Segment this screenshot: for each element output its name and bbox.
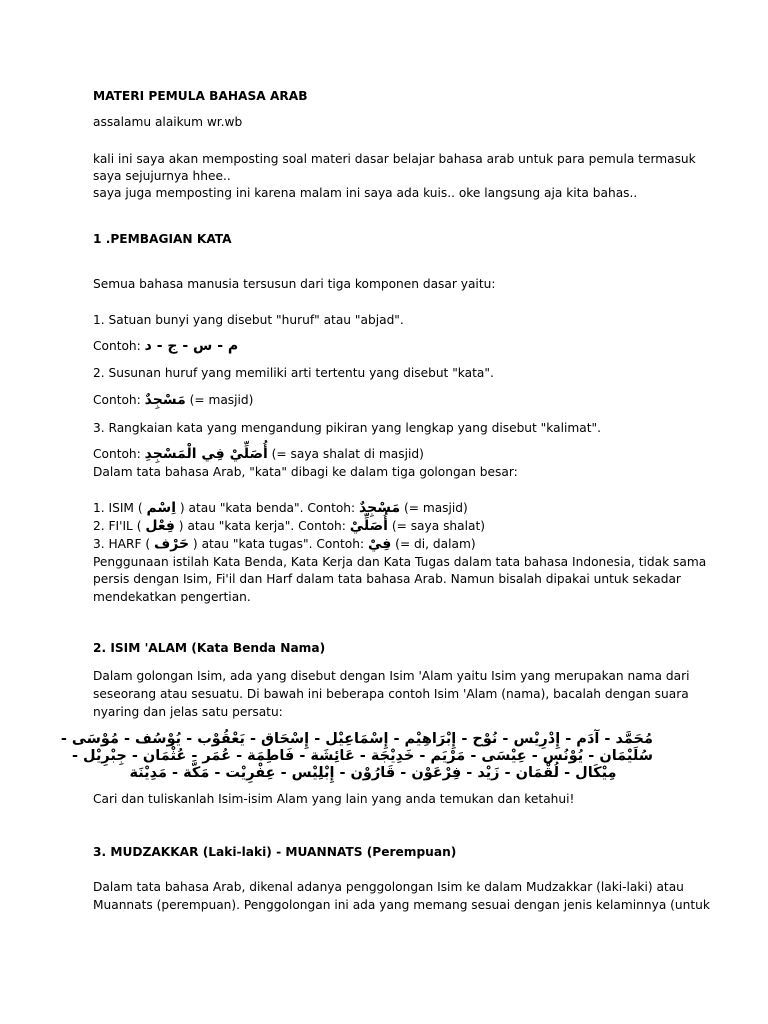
- group-text: 1. ISIM (: [93, 501, 147, 515]
- group-text: 2. FI'IL (: [93, 519, 146, 533]
- group-fiil: [93, 518, 485, 535]
- arabic-letters: م - س - ج - د: [144, 338, 239, 354]
- example-label: Contoh:: [93, 447, 145, 461]
- arabic-names-line: مُحَمَّد - آدَم - إِدْرِيْس - نُوْح - إِبْرَاهِيْم - إِسْمَاعِيْل - إِسْحَاق - يَعْقُوْب - يُوْسُف - مُوْسَى -: [60, 731, 653, 747]
- intro-line: kali ini saya akan memposting soal materi dasar belajar bahasa arab untuk para pemula termasuk: [93, 152, 696, 166]
- example-kata: [93, 392, 253, 409]
- arabic-word: مَسْجِدٌ: [144, 392, 186, 408]
- arabic-names-line: سُلَيْمَان - يُوْنُس - عِيْسَى - مَرْيَم - خَدِيْجَة - عَائِشَة - فَاطِمَة - عُمَر - عُثْمَان - جِبْرِيْل -: [71, 748, 653, 764]
- item-kata: 2. Susunan huruf yang memiliki arti tertentu yang disebut "kata".: [93, 366, 494, 380]
- group-text: ) atau "kata kerja". Contoh:: [174, 519, 350, 533]
- arabic-term: فِعْل: [145, 518, 175, 534]
- group-text: ) atau "kata tugas". Contoh:: [189, 537, 368, 551]
- group-text: 3. HARF (: [93, 537, 154, 551]
- group-text: (= saya shalat): [387, 519, 486, 533]
- group-text: (= di, dalam): [391, 537, 476, 551]
- note-line: mendekatkan pengertian.: [93, 590, 251, 604]
- section3-paragraph-line: Dalam tata bahasa Arab, dikenal adanya penggolongan Isim ke dalam Mudzakkar (laki-laki) atau: [93, 880, 684, 894]
- group-text: (= masjid): [400, 501, 468, 515]
- note-line: persis dengan Isim, Fi'il dan Harf dalam tata bahasa Arab. Namun bisalah dipakai untuk sekadar: [93, 572, 681, 586]
- section1-heading: 1 .PEMBAGIAN KATA: [93, 232, 232, 246]
- item-kalimat: 3. Rangkaian kata yang mengandung pikiran yang lengkap yang disebut "kalimat".: [93, 421, 601, 435]
- arabic-names-list: [60, 731, 653, 782]
- group-text: ) atau "kata benda". Contoh:: [176, 501, 360, 515]
- example-note: (= masjid): [185, 393, 254, 407]
- example-huruf: [93, 338, 238, 355]
- arabic-term: حَرْف: [154, 536, 190, 552]
- section2-paragraph-line: nyaring dan jelas satu persatu:: [93, 705, 283, 719]
- groups-intro: Dalam tata bahasa Arab, "kata" dibagi ke dalam tiga golongan besar:: [93, 465, 518, 479]
- section1-lead: Semua bahasa manusia tersusun dari tiga komponen dasar yaitu:: [93, 277, 496, 291]
- section2-heading: 2. ISIM 'ALAM (Kata Benda Nama): [93, 641, 326, 655]
- note-line: Penggunaan istilah Kata Benda, Kata Kerja dan Kata Tugas dalam tata bahasa Indonesia, tidak sama: [93, 555, 707, 569]
- arabic-example: فِيْ: [367, 536, 392, 552]
- example-note: (= saya shalat di masjid): [267, 447, 424, 461]
- arabic-example: مَسْجِدٌ: [359, 500, 401, 516]
- example-label: Contoh:: [93, 393, 145, 407]
- section3-paragraph-line: Muannats (perempuan). Penggolongan ini ada yang memang sesuai dengan jenis kelaminnya (untuk: [93, 898, 710, 912]
- arabic-term: اِسْم: [146, 500, 176, 516]
- intro-line: saya sejujurnya hhee..: [93, 169, 231, 183]
- example-kalimat: [93, 446, 424, 463]
- greeting-line: assalamu alaikum wr.wb: [93, 115, 243, 129]
- section2-task: Cari dan tuliskanlah Isim-isim Alam yang lain yang anda temukan dan ketahui!: [93, 792, 575, 806]
- section3-heading: 3. MUDZAKKAR (Laki-laki) - MUANNATS (Perempuan): [93, 845, 457, 859]
- section2-paragraph-line: seseorang atau sesuatu. Di bawah ini beberapa contoh Isim 'Alam (nama), bacalah dengan suara: [93, 687, 689, 701]
- intro-line: saya juga memposting ini karena malam ini saya ada kuis.. oke langsung aja kita bahas..: [93, 186, 638, 200]
- item-huruf: 1. Satuan bunyi yang disebut "huruf" atau "abjad".: [93, 313, 404, 327]
- arabic-example: أُصَلِّيْ: [349, 518, 388, 534]
- arabic-names-line: مِيْكَال - لُقْمَان - زَيْد - فِرْعَوْن - قَارُوْن - إِبْلِيْس - عِفْرِيْت - مَكَّة - مَدِيْنَة: [129, 765, 617, 781]
- document-title: MATERI PEMULA BAHASA ARAB: [93, 89, 308, 103]
- group-isim: [93, 500, 468, 517]
- group-harf: [93, 536, 476, 553]
- section2-paragraph-line: Dalam golongan Isim, ada yang disebut dengan Isim 'Alam yaitu Isim yang merupakan nama dari: [93, 669, 690, 683]
- example-label: Contoh:: [93, 339, 145, 353]
- arabic-sentence: أُصَلِّيْ فِي الْمَسْجِدِ: [144, 446, 268, 462]
